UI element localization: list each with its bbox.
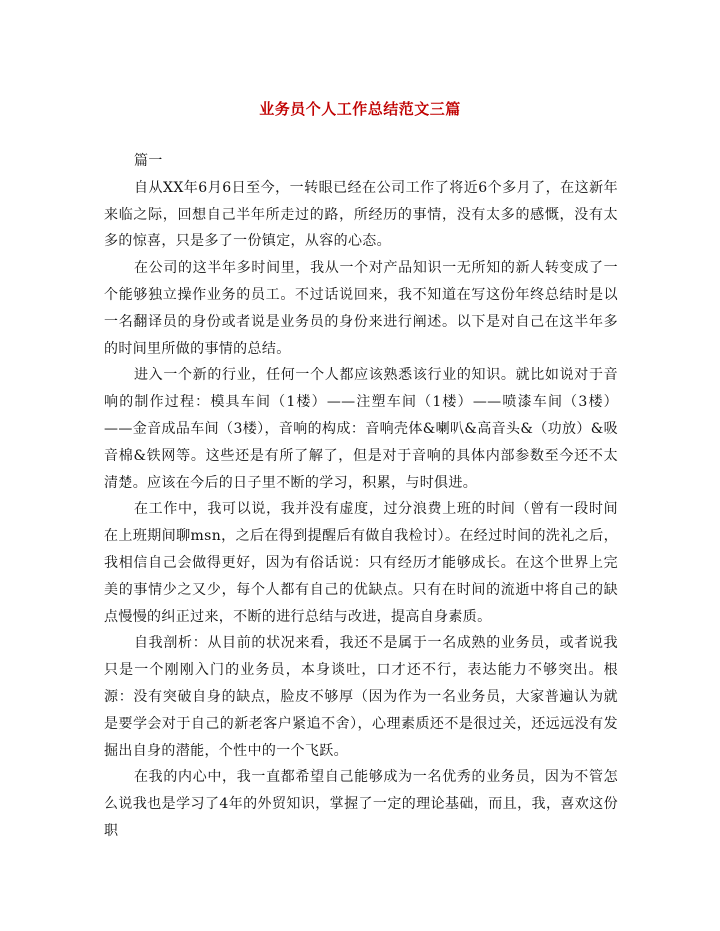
paragraph: 自我剖析：从目前的状况来看，我还不是属于一名成熟的业务员，或者说我只是一个刚刚入门的业务员，本身谈吐，口才还不行，表达能力不够突出。根源：没有突破自身的缺点，脸皮不够厚（因为作为一名业务员，大家普遍认为就是要学会对于自己的新老客户紧追不舍），心理素质还不是很过关，还远远没有发掘出自身的潜能，个性中的一个飞跃。 [104,635,618,759]
paragraph: 自从XX年6月6日至今，一转眼已经在公司工作了将近6个多月了，在这新年来临之际，回想自己半年所走过的路，所经历的事情，没有太多的感慨，没有太多的惊喜，只是多了一份镇定，从容的心态。 [104,179,618,250]
paragraph: 进入一个新的行业，任何一个人都应该熟悉该行业的知识。就比如说对于音响的制作过程：模具车间（1楼）——注塑车间（1楼）——喷漆车间（3楼）——金音成品车间（3楼），音响的构成：音响壳体&喇叭&高音头&（功放）&吸音棉&铁网等。这些还是有所了解了，但是对于音响的具体内部参数至今还不太清楚。应该在今后的日子里不断的学习，积累，与时俱进。 [104,367,618,491]
section-heading: 篇一 [134,153,163,169]
paragraph: 在我的内心中，我一直都希望自己能够成为一名优秀的业务员，因为不管怎么说我也是学习了4年的外贸知识，掌握了一定的理论基础，而且，我，喜欢这份职 [104,769,618,839]
paragraph: 在公司的这半年多时间里，我从一个对产品知识一无所知的新人转变成了一个能够独立操作业务的员工。不过话说回来，我不知道在写这份年终总结时是以一名翻译员的身份或者说是业务员的身份来进行阐述。以下是对自己在这半年多的时间里所做的事情的总结。 [104,260,618,357]
paragraph: 在工作中，我可以说，我并没有虚度，过分浪费上班的时间（曾有一段时间在上班期间聊msn，之后在得到提醒后有做自我检讨）。在经过时间的洗礼之后，我相信自己会做得更好，因为有俗话说：只有经历才能够成长。在这个世界上完美的事情少之又少，每个人都有自己的优缺点。只有在时间的流逝中将自己的缺点慢慢的纠正过来，不断的进行总结与改进，提高自身素质。 [104,501,618,625]
document-title: 业务员个人工作总结范文三篇 [259,100,461,118]
document-body [104,148,618,845]
